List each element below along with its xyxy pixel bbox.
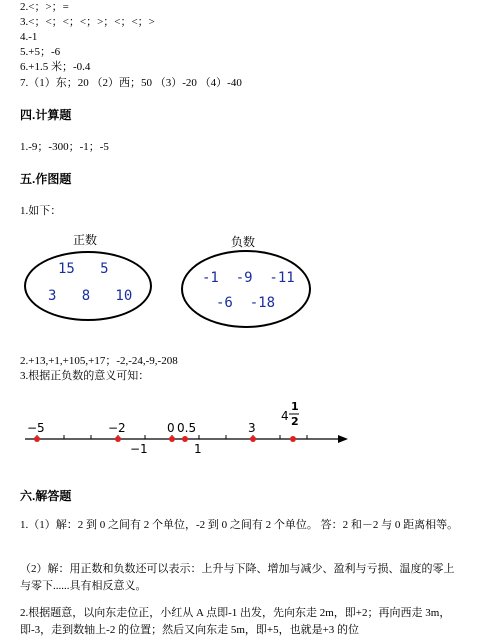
section-5-line-2: 2.+13,+1,+105,+17；-2,-24,-9,-208: [20, 355, 178, 367]
positive-set-row-1: 15 5: [58, 261, 109, 277]
label-fraction-denominator: 2: [291, 415, 299, 428]
label-4-whole: 4: [281, 409, 289, 423]
section-4-heading: 四.计算题: [20, 108, 72, 122]
point-minus-2: [115, 436, 121, 442]
section-5-heading: 五.作图题: [20, 172, 72, 186]
section-4-answer: 1.-9；-300；-1；-5: [20, 141, 109, 153]
point-0: [169, 436, 175, 442]
label-fraction-numerator: 1: [291, 400, 299, 413]
number-line-arrow: [338, 435, 348, 443]
label-minus-1: −1: [130, 442, 148, 456]
section-6-para-1: 1.（1）解：2 到 0 之间有 2 个单位，-2 到 0 之间有 2 个单位。 答：2 和－2 与 0 距离相等。: [20, 519, 459, 531]
section-6-para-3: 2.根据题意，以向东走位正，小红从 A 点即-1 出发，先向东走 2m，即+2；再向西走 3m，即-3，走到数轴上-2 的位置；然后又向东走 5m，即+5，也就是+3 的位: [20, 607, 451, 636]
section-6-para-2: （2）解：用正数和负数还可以表示：上升与下降、增加与减少、盈利与亏损、温度的零上与零下......具有相反意义。: [20, 563, 455, 592]
label-minus-2: −2: [108, 421, 126, 435]
section-5-line-1: 1.如下：: [20, 205, 62, 217]
section-6-heading: 六.解答题: [20, 489, 72, 503]
negative-set-row-1: -1 -9 -11: [202, 270, 295, 286]
label-minus-5: −5: [27, 421, 45, 435]
answer-line-2: 2.<；>；=: [20, 1, 69, 13]
answer-line-6: 6.+1.5 米；-0.4: [20, 61, 91, 73]
label-0-5: 0.5: [177, 421, 197, 435]
number-line: [0, 396, 480, 466]
point-3: [250, 436, 256, 442]
positive-set-ellipse: [24, 251, 152, 321]
answer-line-4: 4.-1: [20, 31, 38, 43]
point-minus-5: [34, 436, 40, 442]
point-0-5: [182, 436, 188, 442]
answer-line-7: 7.（1）东；20 （2）西；50 （3）-20 （4）-40: [20, 77, 242, 89]
negative-set-row-2: -6 -18: [216, 295, 276, 311]
positive-set-row-2: 3 8 10: [48, 288, 133, 304]
section-5-line-3: 3.根据正负数的意义可知：: [20, 370, 150, 382]
answer-line-3: 3.<；<；<；<；>；<；<；>: [20, 16, 155, 28]
positive-set-title: 正数: [73, 233, 98, 247]
answer-line-5: 5.+5；-6: [20, 46, 61, 58]
point-4-half: [290, 436, 296, 442]
label-1: 1: [194, 442, 202, 456]
negative-set-title: 负数: [231, 235, 256, 249]
label-3: 3: [248, 421, 256, 435]
negative-set-ellipse: [181, 250, 311, 328]
label-0: 0: [167, 421, 175, 435]
